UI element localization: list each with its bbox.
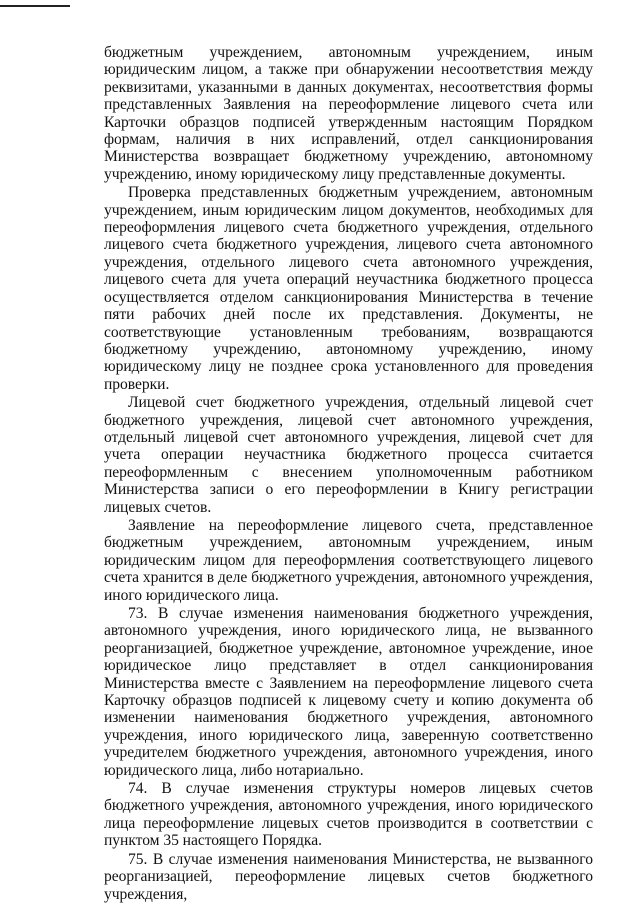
document-body xyxy=(104,44,593,903)
paragraph-continuation: бюджетным учреждением, автономным учреждением, иным юридическим лицом, а также при обнаружении несоответствия между реквизитами, указанными в данных документах, несоответствия формы представленных Заявления на переоформление лицевого счета или Карточки образцов подписей утвержденным настоящим Порядком формам, наличия в них исправлений, отдел санкционирования Министерства возвращает бюджетному учреждению, автономному учреждению, иному юридическому лицу представленные документы. xyxy=(104,44,593,183)
page-edge-mark xyxy=(0,5,70,7)
paragraph-account-check: Проверка представленных бюджетным учреждением, автономным учреждением, иным юридическим лицом документов, необходимых для переоформления лицевого счета бюджетного учреждения, отдельного лицевого счета бюджетного учреждения, лицевого счета автономного учреждения, отдельного лицевого счета автономного учреждения, лицевого счета для учета операций неучастника бюджетного процесса осуществляется отделом санкционирования Министерства в течение пяти рабочих дней после их представления. Документы, не соответствующие установленным требованиям, возвращаются бюджетному учреждению, автономному учреждению, иному юридическому лицу не позднее срока установленного для проведения проверки. xyxy=(104,184,593,393)
paragraph-clause-74: 74. В случае изменения структуры номеров лицевых счетов бюджетного учреждения, автономного учреждения, иного юридического лица переоформление лицевых счетов производится в соответствии с пунктом 35 настоящего Порядка. xyxy=(104,780,593,850)
paragraph-clause-75: 75. В случае изменения наименования Министерства, не вызванного реорганизацией, переоформление лицевых счетов бюджетного учреждения, xyxy=(104,850,593,903)
paragraph-clause-73: 73. В случае изменения наименования бюджетного учреждения, автономного учреждения, иного юридического лица, не вызванного реорганизацией, бюджетное учреждение, автономное учреждение, иное юридическое лицо представляет в отдел санкционирования Министерства вместе с Заявлением на переоформление лицевого счета Карточку образцов подписей к лицевому счету и копию документа об изменении наименования бюджетного учреждения, автономного учреждения, иного юридического лица, заверенную соответственно учредителем бюджетного учреждения, автономного учреждения, иного юридического лица, либо нотариально. xyxy=(104,605,593,779)
paragraph-account-reissued: Лицевой счет бюджетного учреждения, отдельный лицевой счет бюджетного учреждения, лицевой счет автономного учреждения, отдельный лицевой счет автономного учреждения, лицевой счет для учета операции неучастника бюджетного процесса считается переоформленным с внесением уполномоченным работником Министерства записи о его переоформлении в Книгу регистрации лицевых счетов. xyxy=(104,394,593,516)
paragraph-application-storage: Заявление на переоформление лицевого счета, представленное бюджетным учреждением, автономным учреждением, иным юридическим лицом для переоформления соответствующего лицевого счета хранится в деле бюджетного учреждения, автономного учреждения, иного юридического лица. xyxy=(104,516,593,604)
